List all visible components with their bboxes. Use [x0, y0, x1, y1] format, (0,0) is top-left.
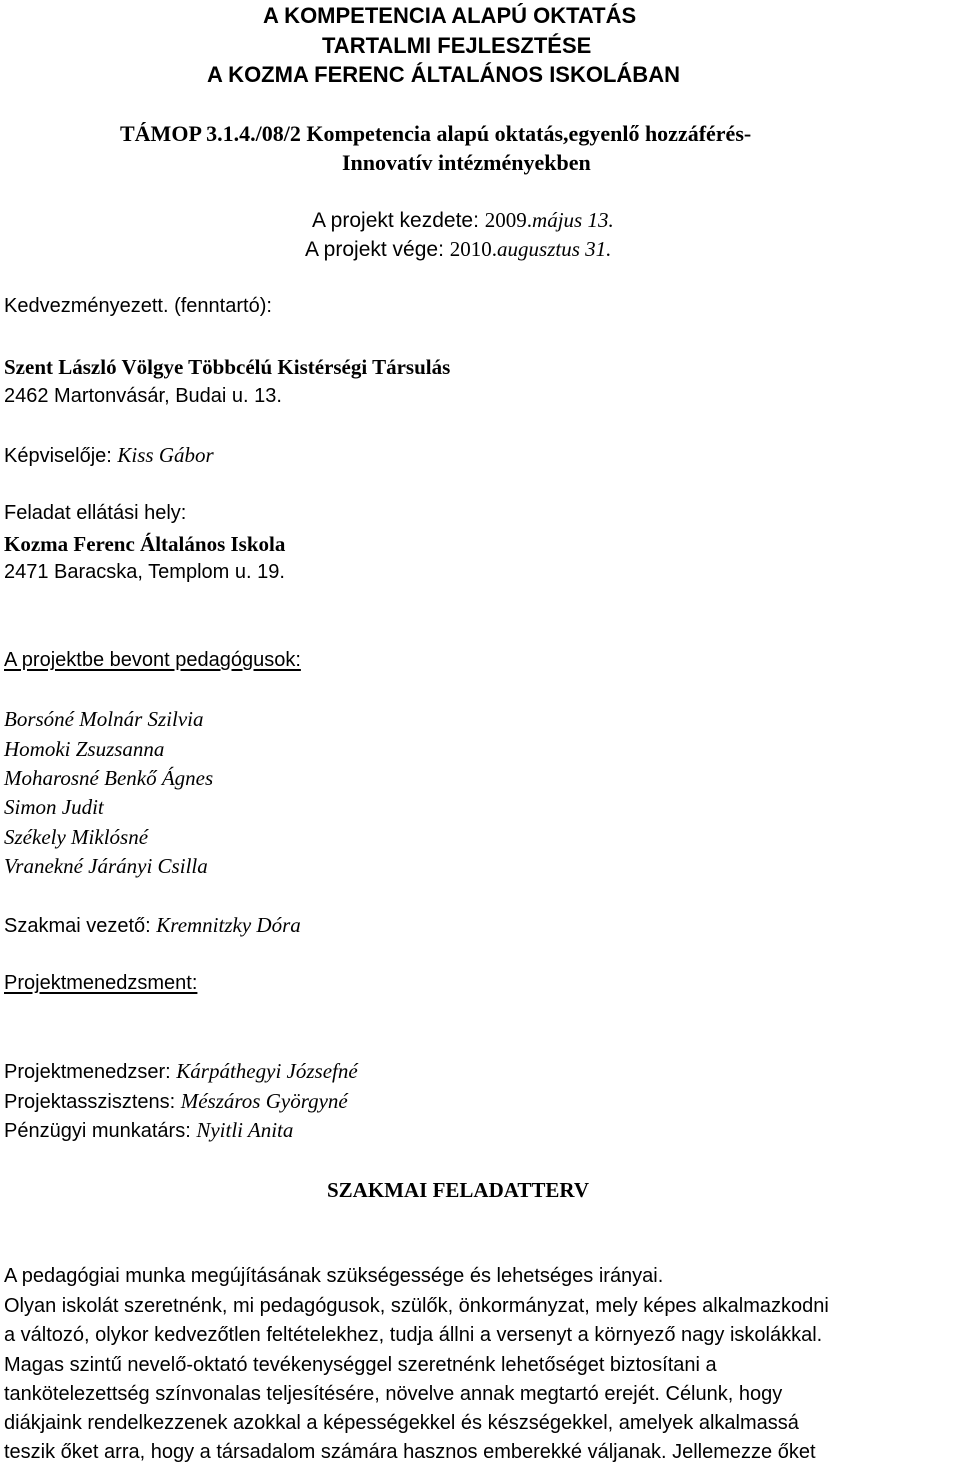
- program-line-2: Innovatív intézményekben: [342, 150, 591, 175]
- representative-label: Képviselője:: [4, 445, 118, 467]
- project-end: [305, 237, 611, 262]
- program-line-1: TÁMOP 3.1.4./08/2 Kompetencia alapú oktatás,egyenlő hozzáférés-: [120, 121, 752, 146]
- site-label: Feladat ellátási hely:: [4, 502, 187, 524]
- project-end-date: augusztus 31.: [497, 237, 612, 261]
- management-person: Kárpáthegyi Józsefné: [176, 1059, 358, 1083]
- lead-name: Kremnitzky Dóra: [156, 913, 301, 937]
- teacher-name: Homoki Zsuzsanna: [4, 737, 165, 761]
- management-person: Mészáros Györgyné: [180, 1089, 348, 1113]
- teacher-name: Borsóné Molnár Szilvia: [4, 707, 204, 731]
- plan-heading: SZAKMAI FELADATTERV: [327, 1178, 589, 1202]
- plan-paragraph-line: A pedagógiai munka megújításának szükségessége és lehetséges irányai.: [4, 1265, 664, 1287]
- project-start-date: május 13.: [532, 208, 614, 232]
- plan-paragraph-line: a változó, olykor kedvezőtlen feltételekhez, tudja állni a versenyt a környező nagy iskolákkal.: [4, 1324, 823, 1346]
- title-line-3: A KOZMA FERENC ÁLTALÁNOS ISKOLÁBAN: [207, 62, 680, 87]
- beneficiary-name: Szent László Völgye Többcélú Kistérségi Társulás: [4, 355, 451, 379]
- beneficiary-address: 2462 Martonvásár, Budai u. 13.: [4, 385, 282, 407]
- management-role: Pénzügyi munkatárs:: [4, 1120, 197, 1142]
- teachers-heading: A projektbe bevont pedagógusok:: [4, 649, 301, 671]
- management-person: Nyitli Anita: [196, 1118, 294, 1142]
- project-end-label: A projekt vége:: [305, 238, 450, 261]
- plan-paragraph-line: teszik őket arra, hogy a társadalom számára hasznos emberekké váljanak. Jellemezze őket: [4, 1441, 816, 1463]
- beneficiary-representative: [4, 443, 214, 468]
- management-row: [4, 1118, 293, 1143]
- representative-name: Kiss Gábor: [117, 443, 214, 467]
- management-row: [4, 1089, 348, 1114]
- site-address: 2471 Baracska, Templom u. 19.: [4, 561, 285, 583]
- project-end-year: 2010.: [449, 237, 498, 261]
- site-name: Kozma Ferenc Általános Iskola: [4, 532, 286, 556]
- management-role: Projektmenedzser:: [4, 1061, 177, 1083]
- lead-label: Szakmai vezető:: [4, 915, 157, 937]
- project-start-year: 2009.: [484, 208, 533, 232]
- project-start-label: A projekt kezdete:: [312, 209, 485, 232]
- plan-paragraph-line: Magas szintű nevelő-oktató tevékenységgel szeretnénk lehetőséget biztosítani a: [4, 1354, 717, 1376]
- management-role: Projektasszisztens:: [4, 1091, 181, 1113]
- plan-paragraph-line: diákjaink rendelkezzenek azokkal a képességekkel és készségekkel, amelyek alkalmassá: [4, 1412, 799, 1434]
- management-heading: Projektmenedzsment:: [4, 972, 198, 994]
- plan-paragraph-line: tankötelezettség színvonalas teljesítésére, növelve annak megtartó erejét. Célunk, hogy: [4, 1383, 783, 1405]
- title-line-2: TARTALMI FEJLESZTÉSE: [322, 33, 592, 58]
- teacher-name: Moharosné Benkő Ágnes: [4, 766, 214, 790]
- project-start: [312, 208, 614, 233]
- teacher-name: Simon Judit: [4, 795, 104, 819]
- teacher-name: Székely Miklósné: [4, 825, 149, 849]
- management-row: [4, 1059, 358, 1084]
- professional-lead: [4, 913, 301, 938]
- plan-paragraph-line: Olyan iskolát szeretnénk, mi pedagógusok, szülők, önkormányzat, mely képes alkalmazkodni: [4, 1295, 829, 1317]
- title-line-1: A KOMPETENCIA ALAPÚ OKTATÁS: [263, 3, 637, 28]
- beneficiary-label: Kedvezményezett. (fenntartó):: [4, 295, 272, 317]
- teacher-name: Vranekné Járányi Csilla: [4, 854, 208, 878]
